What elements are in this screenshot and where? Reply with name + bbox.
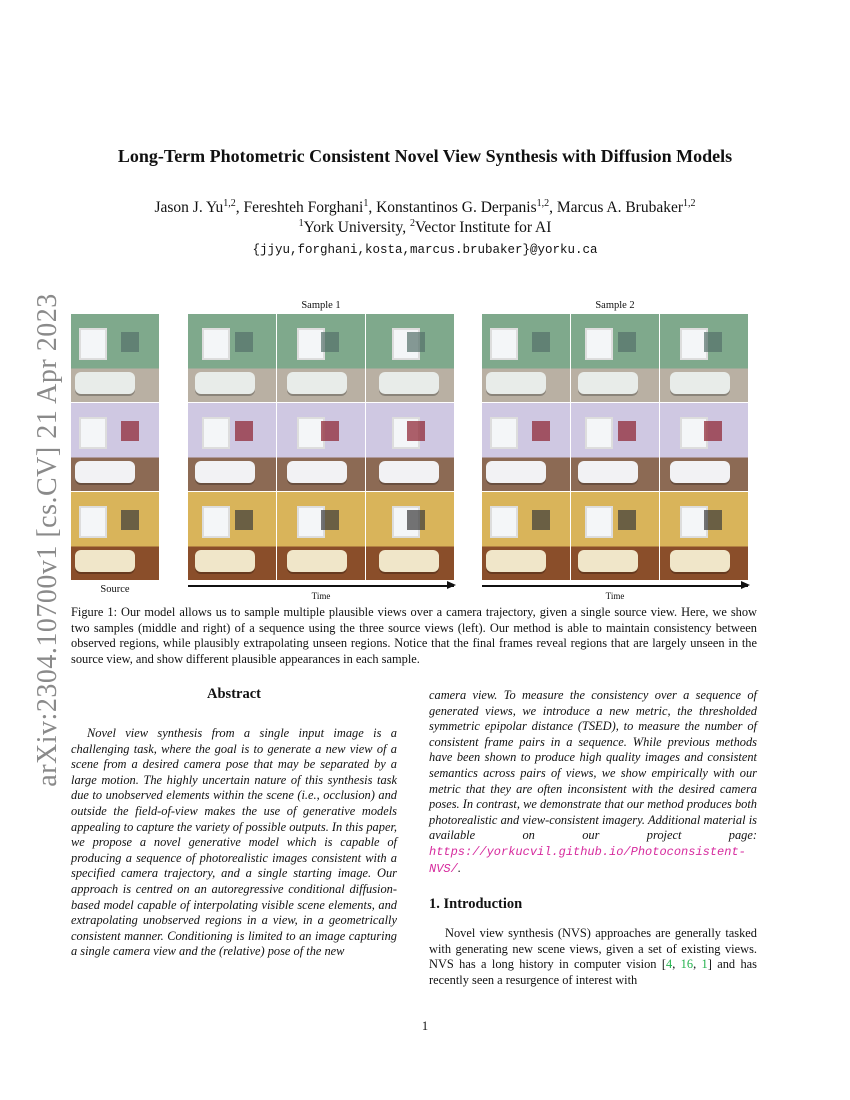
abstract-text-left: Novel view synthesis from a single input image is a challenging task, where the goal is to generate a new view of a scene from a desired camera pose that may be separated by a large motion. The highly uncertain nature of this synthesis task due to unobserved elements within the scene (i.e., occlusion) and outside the field-of-view makes the use of generative models appealing to capture the variety of possible outputs. In this paper, we propose a novel generative model which is capable of producing a sequence of photorealistic images consistent with a specified camera trajectory, and a single starting image. Our approach is centred on an autoregressive conditional diffusion-based model capable of interpolating visible scene elements, and extrapolating unobserved regions in a view, in a geometrically consistent manner. Conditioning is limited to an image capturing a single camera view and the (relative) pose of the new xyxy=(71,726,397,959)
figure-frame-image xyxy=(366,403,454,491)
abstract-right-body: camera view. To measure the consistency over a sequence of generated views, we introduce a new metric, the thresholded symmetric epipolar distance (TSED), to measure the number of consistent frame pairs in a sequence. While previous methods have been shown to produce high quality images and consistent semantics across pairs of views, we show empirically with our metric that they are often inconsistent with the desired camera poses. In contrast, we demonstrate that our method produces both photorealistic and view-consistent imagery. Additional material is available on our project page: xyxy=(429,688,757,843)
author-affiliation: 1,2 xyxy=(536,197,550,209)
author-name: Fereshteh Forghani xyxy=(243,199,364,216)
figure-frame-image xyxy=(482,492,570,580)
figure-frame-image xyxy=(482,403,570,491)
figure-frame-image xyxy=(571,314,659,402)
author-affiliation: 1,2 xyxy=(683,197,696,209)
paper-title: Long-Term Photometric Consistent Novel View Synthesis with Diffusion Models xyxy=(117,146,733,166)
arxiv-stamp: arXiv:2304.10700v1 [cs.CV] 21 Apr 2023 xyxy=(32,293,63,787)
figure-frame-image xyxy=(71,403,159,491)
author-affiliation: 1,2 xyxy=(223,197,236,209)
sample2-label: Sample 2 xyxy=(595,300,635,311)
author-name: Konstantinos G. Derpanis xyxy=(376,199,537,216)
affiliation-id: 1 xyxy=(298,217,304,229)
intro-paragraph: Novel view synthesis (NVS) approaches are generally tasked with generating new scene views, given a set of existing views. NVS has a long history in computer vision [4, 16, 1] and has recently seen a resurgence of interest with xyxy=(429,926,757,987)
figure-frame-image xyxy=(188,314,276,402)
affiliation-name: York University xyxy=(303,219,403,236)
citation-link[interactable]: 16 xyxy=(680,957,694,972)
citation-link[interactable]: 4 xyxy=(666,957,673,972)
intro-text-continued: ] and has recently seen a resurgence of interest with xyxy=(429,957,757,987)
author-emails: {jjyu,forghani,kosta,marcus.brubaker}@yorku.ca xyxy=(252,243,598,257)
intro-text: Novel view synthesis (NVS) approaches are generally tasked with generating new scene views, given a set of existing views. NVS has a long history in computer vision [ xyxy=(429,926,757,972)
abstract-heading: Abstract xyxy=(207,686,261,702)
figure-frame-image xyxy=(277,492,365,580)
author-affiliation: 1 xyxy=(363,197,369,209)
figure-frame-image xyxy=(660,314,748,402)
sample1-label: Sample 1 xyxy=(301,300,341,311)
figure-frame-image xyxy=(660,403,748,491)
figure-frame-image xyxy=(277,403,365,491)
author-name: Jason J. Yu xyxy=(154,199,224,216)
figure-frame-image xyxy=(571,492,659,580)
figure-frame-image xyxy=(277,314,365,402)
figure-frame-image xyxy=(366,492,454,580)
figure-frame-image xyxy=(660,492,748,580)
figure-frame-image xyxy=(71,492,159,580)
project-page-link[interactable]: https://yorkucvil.github.io/Photoconsistent-NVS/ xyxy=(429,844,746,876)
time-label-sample2: Time xyxy=(605,591,625,601)
author-name: Marcus A. Brubaker xyxy=(556,199,684,216)
source-label: Source xyxy=(100,584,130,595)
abstract-text-right: camera view. To measure the consistency over a sequence of generated views, we introduce a new metric, the thresholded symmetric epipolar distance (TSED), to measure the number of consistent frame pairs in a sequence. While previous methods have been shown to produce high quality images and consistent semantics across pairs of views, we show empirically with our metric that they are often inconsistent with the desired camera poses. In contrast, we demonstrate that our method produces both photorealistic and view-consistent imagery. Additional material is available on our project page: https://yorkucvil.github.io/Photoconsistent-NVS/. xyxy=(429,688,757,876)
affiliation-line: $^1$York University, $^2$Vector Institute for AI xyxy=(298,217,552,236)
citation-link[interactable]: 1 xyxy=(701,957,708,972)
time-label-sample1: Time xyxy=(311,591,331,601)
time-arrow-sample2 xyxy=(482,585,748,587)
figure-frame-image xyxy=(366,314,454,402)
time-arrow-sample1 xyxy=(188,585,454,587)
figure-caption: Figure 1: Our model allows us to sample multiple plausible views over a camera trajectory, given a single source view. Here, we show two samples (middle and right) of a sequence using the three source views (left). Our method is able to maintain consistency between observed regions, while plausibly extrapolating unseen regions. Notice that the final frames reveal regions that are largely unseen in the source view, and show different plausible appearances in each sample. xyxy=(71,605,757,666)
figure-frame-image xyxy=(482,314,570,402)
author-line: Jason J. Yu$^{1,2}$, Fereshteh Forghani$^1$, Konstantinos G. Derpanis$^{1,2}$, Marcus A. Brubaker$^{1,2}$ xyxy=(154,197,696,216)
figure-frame-image xyxy=(571,403,659,491)
figure-frame-image xyxy=(71,314,159,402)
figure-frame-image xyxy=(188,403,276,491)
affiliation-name: Vector Institute for AI xyxy=(414,219,552,236)
figure-frame-image xyxy=(188,492,276,580)
intro-heading: 1. Introduction xyxy=(429,896,523,912)
page-number: 1 xyxy=(421,1019,429,1033)
author-block xyxy=(60,198,790,238)
affiliation-id: 2 xyxy=(409,217,415,229)
